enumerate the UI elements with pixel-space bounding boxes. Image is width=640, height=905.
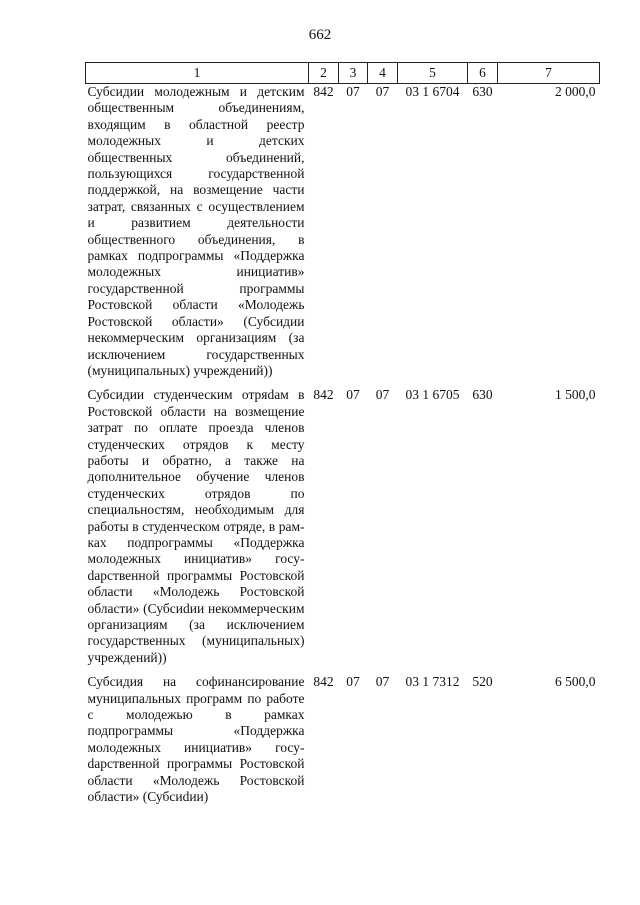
row-admin-code: 842: [313, 674, 334, 690]
column-header-6: 6: [468, 63, 498, 84]
table-header-row: [86, 63, 600, 84]
row-amount: 1 500,0: [555, 387, 596, 403]
row-target-code: 03 1 7312: [405, 674, 460, 690]
column-header-7: 7: [498, 63, 600, 84]
row-subsection-code: 07: [375, 387, 390, 403]
row-description: Субсидии студенческим отряdам в Ростовской области на возмещение затрат по оплате проезда членов студенческих отрядов к месту работы и обратно, а также на дополнительное обучение членов студенческих отрядов по специальностям, необходимым для работы в студенческом отряде, в рамках подпрограммы «Поддержка молодежных инициатив» госуdарственной программы Ростовской области «Молодежь Ростовской области» (Субсиdии некоммерческим организациям (за исключением государственных (муниципальных) учреждений)): [87, 387, 305, 665]
column-header-4: 4: [368, 63, 398, 84]
row-section-code: 07: [346, 84, 360, 99]
row-section-code: 07: [346, 674, 360, 690]
column-header-1: 1: [86, 63, 309, 84]
row-expense-type: 630: [472, 84, 493, 99]
budget-table: [85, 62, 600, 813]
row-admin-code: 842: [313, 84, 334, 99]
row-expense-type: 520: [472, 674, 493, 690]
row-subsection-code: 07: [375, 84, 390, 99]
page-number: 662: [308, 27, 332, 43]
table-row: [86, 84, 600, 388]
row-section-code: 07: [346, 387, 360, 403]
row-expense-type: 630: [472, 387, 493, 403]
row-subsection-code: 07: [375, 674, 390, 690]
table-row: [86, 387, 600, 674]
row-admin-code: 842: [313, 387, 334, 403]
column-header-3: 3: [339, 63, 368, 84]
column-header-5: 5: [398, 63, 468, 84]
column-header-2: 2: [309, 63, 339, 84]
row-amount: 6 500,0: [555, 674, 596, 690]
row-description: Субсидии молодежным и детским общественным объединениям, входящим в областной реестр молодежных и детских общественных объединений, пользующихся государственной поддержкой, на возмещение части затрат, связанных с осуществлением и развитием деятельности общественного объединения, в рамках подпрограммы «Поддержка молодежных инициатив» государственной программы Ростовской области «Молодежь Ростовской области» (Субсидии некоммерческим организациям (за исключением государственных (муниципальных) учреждений)): [87, 84, 305, 378]
row-amount: 2 000,0: [555, 84, 596, 99]
row-target-code: 03 1 6704: [405, 84, 460, 99]
row-target-code: 03 1 6705: [405, 387, 460, 403]
row-description: Субсидия на софинансирование муниципальных программ по работе с молодежью в рамках подпрограммы «Поддержка молодежных инициатив» госуdарственной программы Ростовской области «Молодежь Ростовской области» (Субсиdии): [87, 674, 305, 805]
table-row: [86, 674, 600, 813]
